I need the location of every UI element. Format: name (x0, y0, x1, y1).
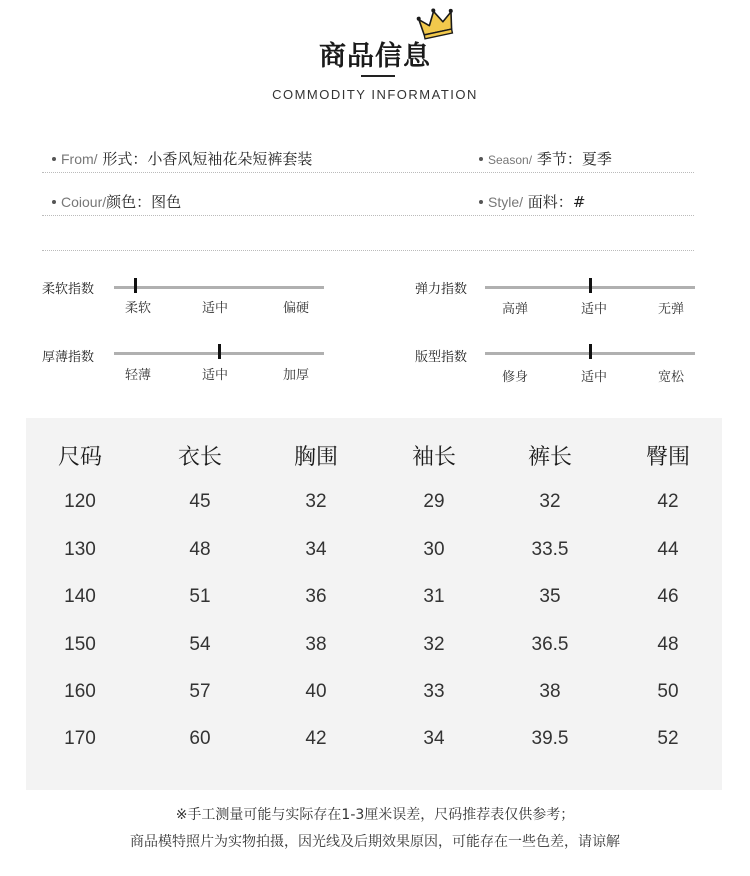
elasticity-index-label: 弹力指数 (415, 282, 468, 297)
table-cell: 34 (305, 539, 327, 560)
table-header-cell: 裤长 (527, 445, 572, 470)
table-cell: 57 (189, 681, 211, 702)
softness-index-marker (134, 278, 137, 293)
table-cell: 54 (189, 634, 211, 655)
title-underline (361, 75, 395, 77)
softness-index-label: 柔软指数 (42, 282, 95, 297)
info-colour-value: 图色 (151, 193, 182, 211)
table-header-cell: 衣长 (177, 445, 222, 470)
table-cell: 32 (539, 491, 561, 512)
bullet-icon (52, 200, 56, 204)
elasticity-option-1: 高弹 (501, 302, 528, 317)
table-cell: 170 (64, 728, 96, 749)
table-cell: 150 (64, 634, 96, 655)
info-row-2 (42, 189, 694, 216)
fit-index-marker (589, 344, 592, 359)
table-cell: 39.5 (531, 728, 569, 749)
crown-icon (416, 6, 458, 40)
table-cell: 32 (423, 634, 445, 655)
info-from-value: 小香风短袖花朵短裤套装 (147, 150, 313, 168)
info-style-label: 面料： (527, 193, 573, 211)
info-season-value: 夏季 (581, 150, 612, 168)
table-cell: 46 (657, 586, 679, 607)
table-cell: 34 (423, 728, 445, 749)
table-cell: 32 (305, 491, 327, 512)
table-cell: 60 (189, 728, 211, 749)
page-title: 商品信息 (319, 41, 431, 72)
page-subtitle: COMMODITY INFORMATION (272, 87, 478, 102)
info-colour-label: 颜色： (106, 193, 152, 211)
info-style-value: # (572, 193, 586, 211)
info-from (52, 148, 312, 169)
info-season-label: 季节： (536, 150, 582, 168)
table-cell: 35 (539, 586, 561, 607)
info-style-en: Style/ (488, 194, 524, 210)
fit-option-3: 宽松 (657, 370, 684, 385)
elasticity-index-marker (589, 278, 592, 293)
thickness-index-label: 厚薄指数 (42, 350, 95, 365)
table-cell: 52 (657, 728, 679, 749)
table-cell: 45 (189, 491, 211, 512)
size-table (26, 418, 722, 790)
table-cell: 51 (189, 586, 211, 607)
table-cell: 130 (64, 539, 96, 560)
table-cell: 38 (539, 681, 561, 702)
table-header-cell: 臀围 (645, 445, 690, 470)
table-cell: 44 (657, 539, 679, 560)
table-header-cell: 袖长 (411, 445, 456, 470)
table-cell: 38 (305, 634, 327, 655)
table-cell: 42 (657, 491, 679, 512)
elasticity-option-2: 适中 (580, 302, 607, 317)
table-cell: 50 (657, 681, 679, 702)
thickness-option-2: 适中 (201, 368, 228, 383)
thickness-option-3: 加厚 (282, 368, 309, 383)
bullet-icon (52, 157, 56, 161)
section-divider (42, 250, 694, 251)
bullet-icon (479, 200, 483, 204)
table-cell: 31 (423, 586, 445, 607)
note-color-difference: 商品模特照片为实物拍摄，因光线及后期效果原因，可能存在一些色差，请谅解 (130, 834, 620, 850)
bullet-icon (479, 157, 483, 161)
softness-option-3: 偏硬 (282, 301, 309, 316)
elasticity-option-3: 无弹 (657, 302, 684, 317)
thickness-option-1: 轻薄 (124, 368, 151, 383)
table-cell: 30 (423, 539, 445, 560)
fit-option-1: 修身 (501, 370, 528, 385)
table-header-cell: 胸围 (293, 445, 338, 470)
softness-option-2: 适中 (201, 301, 228, 316)
table-cell: 36 (305, 586, 327, 607)
table-cell: 33.5 (531, 539, 569, 560)
table-cell: 48 (189, 539, 211, 560)
table-header-cell: 尺码 (57, 445, 102, 470)
info-from-en: From/ (61, 151, 98, 167)
softness-option-1: 柔软 (124, 301, 151, 316)
info-row-1 (42, 146, 694, 173)
fit-index-label: 版型指数 (415, 350, 468, 365)
info-style (479, 191, 585, 212)
table-cell: 33 (423, 681, 445, 702)
thickness-index-marker (218, 344, 221, 359)
note-measurement: ※手工测量可能与实际存在1-3厘米误差，尺码推荐表仅供参考； (175, 807, 575, 823)
softness-index-track (114, 286, 324, 289)
info-season (479, 148, 612, 169)
table-cell: 48 (657, 634, 679, 655)
info-colour (52, 191, 181, 212)
fit-option-2: 适中 (580, 370, 607, 385)
table-cell: 29 (423, 491, 445, 512)
table-cell: 36.5 (531, 634, 569, 655)
info-colour-en: Coiour/ (61, 194, 107, 210)
table-cell: 160 (64, 681, 96, 702)
info-from-label: 形式： (102, 150, 148, 168)
table-cell: 140 (64, 586, 96, 607)
info-season-en: Season/ (488, 153, 533, 167)
table-cell: 42 (305, 728, 327, 749)
table-cell: 40 (305, 681, 327, 702)
table-cell: 120 (64, 491, 96, 512)
